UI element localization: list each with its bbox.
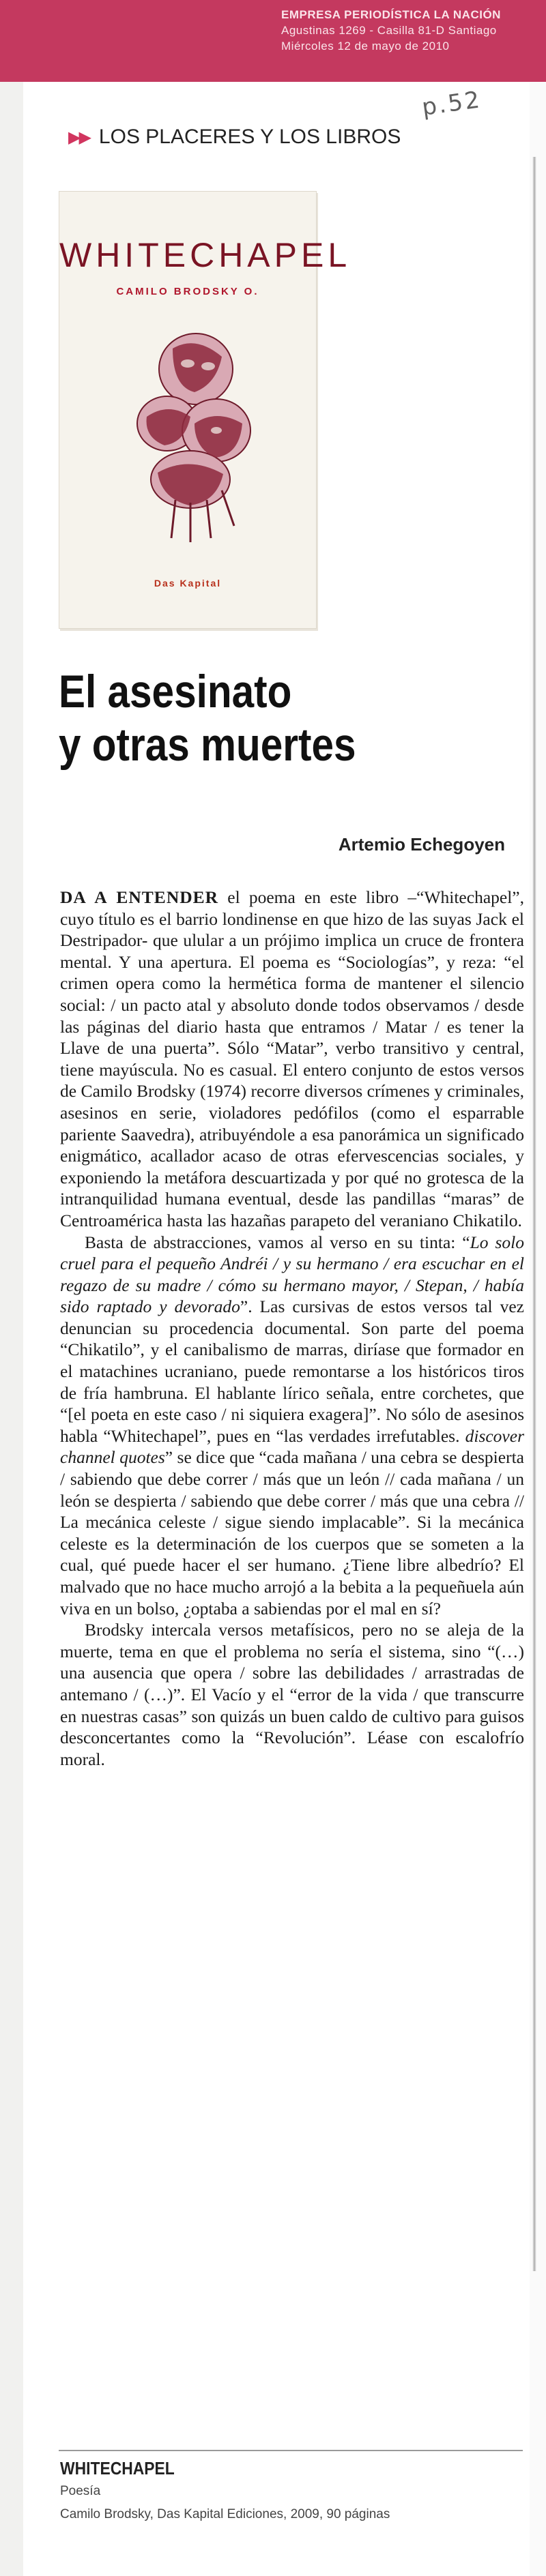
masthead <box>281 7 534 54</box>
book-cover-image <box>59 191 351 629</box>
book-info-genre: Poesía <box>60 2484 101 2498</box>
paragraph-2-part-b: ”. Las cursivas de estos versos tal vez denuncian su procedencia documental. Son parte del poema “Chikatilo”, y el canibalismo de marras, diríase que formador en el matachines ucraniano, puede remontarse a los históricos tiros de fría hambruna. El hablante lírico señala, entre corchetes, que “[el poeta en este caso / ni siquiera exagera]”. No sólo de asesinos habla “Whitechapel”, pues en “las verdades irrefutables. <box>60 1297 524 1446</box>
handwritten-page-note: p.52 <box>420 86 484 121</box>
section-title: LOS PLACERES Y LOS LIBROS <box>98 125 401 148</box>
headline-line-1: El asesinato <box>59 666 292 717</box>
paragraph-2-part-a: Basta de abstracciones, vamos al verso en su tinta: “ <box>85 1232 470 1252</box>
paragraph-1-text: el poema en este libro –“Whitechapel”, cuyo título es el barrio londinense en que hizo de las suyas Jack el Destripador- que ulular a un prójimo implica un cruce de frontera mental. Y una apertura. El poema es “Sociologías”, y reza: “el crimen opera como la hermética forma de mantener el silencio social: / un pacto atal y absoluto donde todos observamos / desde las páginas del diario hasta que entramos / Matar / es tener la Llave de una puerta”. Sólo “Matar”, verbo transitivo y central, tiene mayúscula. No es casual. El entero conjunto de estos versos de Camilo Brodsky (1974) recorre diversos crímenes y criminales, asesinos en serie, violadores pedófilos (como el esparrable pariente Saavedra), atribuyéndole a esa panorámica un significado enigmático, acallador acaso de otras efervescencias sociales, y exponiendo la metáfora descuartizada y por qué no grotesca de la intranquilidad humana eventual, desde las pandillas “maras” de Centroamérica hasta las hazañas parapeto del veraniano Chikatilo. <box>60 887 524 1230</box>
book-info-details: Camilo Brodsky, Das Kapital Ediciones, 2009, 90 páginas <box>60 2507 390 2521</box>
book-info-divider <box>59 2450 523 2451</box>
paragraph-2-part-c: ” se dice que “cada mañana / una cebra se despierta / sabiendo que debe correr / más que un león // cada mañana / un león se despierta / sabiendo que debe correr / más que una cebra // La mecánica celeste / sigue siendo implacable”. Si la mecánica celeste es la determinación de los cuerpos que se someten a la cual, qué puede hacer el ser humano. ¿Tiene libre albedrío? El malvado que no hace mucho arrojó a la bebita a la pequeñuela aún viva en un bolso, ¿optaba a sabiendas por el mal en sí? <box>60 1447 524 1618</box>
cover-illustration <box>114 321 271 546</box>
paragraph-2-quote-1: Lo solo cruel para el pequeño Andréi / y su hermano / era escuchar en el regazo de su madre / cómo su hermano mayor, / Stepan, / había sido raptado y devorado <box>60 1232 524 1317</box>
masthead-publication: EMPRESA PERIODÍSTICA LA NACIÓN <box>281 8 501 21</box>
article-paragraph-1 <box>60 887 524 1232</box>
page-fold-shadow <box>532 157 536 2271</box>
article-body <box>60 887 524 1770</box>
book-info-title: WHITECHAPEL <box>60 2458 175 2478</box>
page-left-edge <box>0 0 23 2576</box>
masthead-date: Miércoles 12 de mayo de 2010 <box>281 40 450 53</box>
paragraph-2-quote-2: discover channel quotes <box>60 1425 524 1468</box>
article-paragraph-3: Brodsky intercala versos metafísicos, pero no se aleja de la muerte, tema en que el problema no sería el sistema, sino “(…) una ausencia que opera / sobre las debilidades / arrastradas de antemano / (…)”. El Vacío y el “error de la vida / que transcurre en nuestras casas” son quizás un buen caldo de cultivo para guisos desconcertantes como la “Revolución”. Léase con escalofrío moral. <box>60 1620 524 1769</box>
headline-line-2: y otras muertes <box>59 719 356 771</box>
article-headline <box>59 665 356 771</box>
double-right-arrow-icon: ▶▶ <box>68 128 89 147</box>
article-paragraph-2 <box>60 1232 524 1620</box>
cover-publisher: Das Kapital <box>154 578 222 589</box>
masthead-address: Agustinas 1269 - Casilla 81-D Santiago <box>281 24 497 37</box>
article-byline: Artemio Echegoyen <box>338 834 505 855</box>
cover-author: CAMILO BRODSKY O. <box>116 286 259 297</box>
cover-title: WHITECHAPEL <box>59 236 351 274</box>
lead-in: DA A ENTENDER <box>60 887 219 907</box>
section-header <box>68 125 401 149</box>
